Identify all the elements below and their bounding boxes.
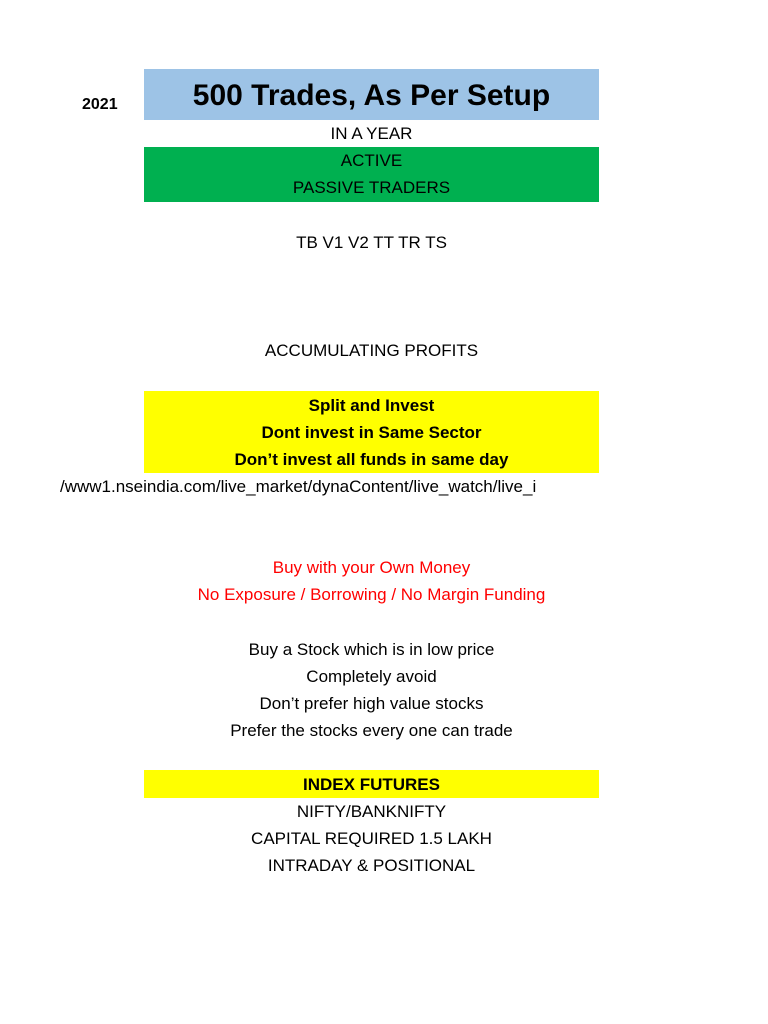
high-value-text: Don’t prefer high value stocks bbox=[259, 694, 484, 713]
own-money-text: Buy with your Own Money bbox=[272, 558, 471, 577]
low-price-text: Buy a Stock which is in low price bbox=[248, 640, 495, 659]
nse-url-text: /www1.nseindia.com/live_market/dynaContent/live_watch/live_i bbox=[60, 477, 537, 496]
capital-required-text: CAPITAL REQUIRED 1.5 LAKH bbox=[251, 829, 492, 848]
active-text: ACTIVE bbox=[340, 151, 403, 170]
setups-text: TB V1 V2 TT TR TS bbox=[296, 233, 447, 252]
intraday-positional-text: INTRADAY & POSITIONAL bbox=[267, 856, 476, 875]
every-one-trade-text: Prefer the stocks every one can trade bbox=[230, 721, 513, 740]
in-a-year-text: IN A YEAR bbox=[330, 124, 413, 143]
passive-traders-text: PASSIVE TRADERS bbox=[292, 178, 451, 197]
page-title: 500 Trades, As Per Setup bbox=[192, 79, 551, 112]
index-futures-heading: INDEX FUTURES bbox=[303, 775, 440, 794]
year-label: 2021 bbox=[82, 96, 118, 113]
nifty-text: NIFTY/BANKNIFTY bbox=[296, 802, 447, 821]
split-invest-text: Split and Invest bbox=[308, 396, 435, 415]
completely-avoid-text: Completely avoid bbox=[306, 667, 437, 686]
same-sector-text: Dont invest in Same Sector bbox=[261, 423, 482, 442]
no-exposure-text: No Exposure / Borrowing / No Margin Funding bbox=[197, 585, 546, 604]
same-day-text: Don’t invest all funds in same day bbox=[234, 450, 509, 469]
accumulating-profits-text: ACCUMULATING PROFITS bbox=[264, 341, 479, 360]
